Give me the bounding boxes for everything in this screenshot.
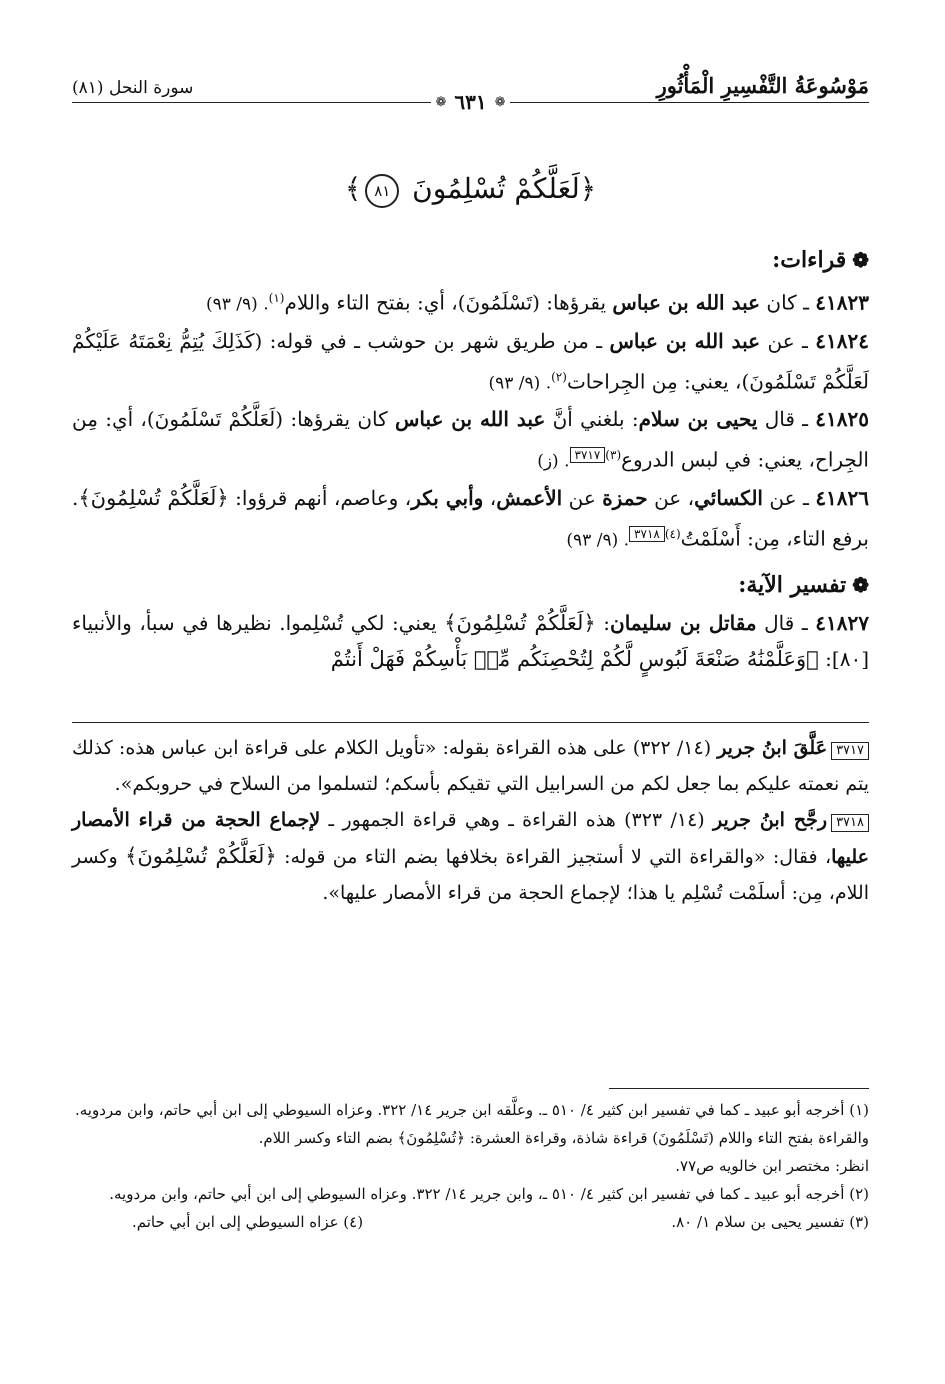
narration-text: عن xyxy=(562,485,603,510)
narration-text: ، عن xyxy=(647,485,695,510)
header-rule-right xyxy=(510,102,869,103)
volume-reference: . (ز) xyxy=(537,451,570,472)
commentary-emphasis: لإجماع الحجة من قراء الأمصار عليها xyxy=(72,809,870,868)
narrator-name: الأعمش xyxy=(496,485,563,510)
narration-41826 xyxy=(72,480,869,559)
verse-text: لَعَلَّكُمْ تُسْلِمُونَ xyxy=(412,172,580,205)
page-number: ٦٣١ xyxy=(454,90,487,114)
header-rule xyxy=(72,92,869,112)
section-heading-label: قراءات: xyxy=(772,247,847,273)
narrator-name: يحيى بن سلام xyxy=(638,407,758,432)
header-rule-left xyxy=(72,102,431,103)
narration-text: ـ كان xyxy=(760,290,816,315)
commentary-separator xyxy=(72,722,869,723)
footnote-marker[interactable]: (١) xyxy=(268,291,285,305)
ayah-number-badge: ٨١ xyxy=(365,174,399,208)
commentator-name: رجَّح ابنُ جرير xyxy=(713,809,828,831)
narrator-name: الكسائي xyxy=(694,485,763,510)
narration-text: كان يقرؤها: (لَعَلَّكُمْ تَسْلَمُونَ)، أي: مِن الجِراح، يعني: في لبس الدروع xyxy=(72,407,869,472)
commentary-box-number: ٣٧١٧ xyxy=(831,742,869,760)
narration-text: : بلغني أنَّ xyxy=(545,407,639,432)
quran-quote: ﴿لَعَلَّكُمْ تُسْلِمُونَ﴾ xyxy=(125,844,277,868)
footnotes xyxy=(72,1096,869,1236)
flower-icon: ❁ xyxy=(852,572,869,597)
narration-number: ٤١٨٢٦ xyxy=(815,485,870,510)
narration-text: . برفع التاء، مِن: أَسْلَمْتُ xyxy=(72,485,869,551)
commentary-block xyxy=(72,730,869,911)
narrator-name: مقاتل بن سليمان xyxy=(610,610,757,635)
section-heading-tafsir xyxy=(72,565,869,605)
narration-text: ، وعاصم، أنهم قرؤوا: xyxy=(228,485,412,510)
verse-heading xyxy=(72,172,869,208)
narrator-name: وأبي بكر xyxy=(411,485,484,510)
narration-41827 xyxy=(72,605,869,677)
narration-text: ـ عن xyxy=(763,485,816,510)
footnote-marker[interactable]: (٤) xyxy=(664,526,681,541)
narration-text: يقرؤها: (تَسْلَمُونَ)، أي: بفتح التاء واللام xyxy=(284,290,613,315)
narration-text: ـ عن xyxy=(760,328,816,353)
commentary-box-number: ٣٧١٨ xyxy=(831,814,869,832)
footnote-row xyxy=(72,1208,869,1236)
narration-number: ٤١٨٢٤ xyxy=(815,328,869,353)
footnote-1: (١) أخرجه أبو عبيد ـ كما في تفسير ابن كثير ٤/ ٥١٠ ـ. وعلَّقه ابن جرير ١٤/ ٣٢٢. وعزاه السيوطي إلى ابن أبي حاتم، وابن مردويه. xyxy=(75,1101,869,1119)
narration-41823 xyxy=(72,280,869,323)
verse-open-bracket: ﴿ xyxy=(579,172,597,205)
narrator-name: عبد الله بن عباس xyxy=(612,290,761,315)
volume-reference: . (٩/ ٩٣) xyxy=(566,530,630,551)
narrator-name: حمزة xyxy=(602,485,648,510)
footnote-marker[interactable]: (٣) xyxy=(605,448,622,463)
flower-icon: ❁ xyxy=(852,248,869,272)
narration-text: : xyxy=(595,610,611,635)
footnote-separator xyxy=(609,1088,869,1089)
commentator-name: عَلَّقَ ابنُ جرير xyxy=(717,737,828,759)
footnote-1-see: انظر: مختصر ابن خالويه ص٧٧. xyxy=(675,1157,869,1175)
footnote-2: (٢) أخرجه أبو عبيد ـ كما في تفسير ابن كثير ٤/ ٥١٠ ـ، وابن جرير ١٤/ ٣٢٢. وعزاه السيوطي إلى ابن أبي حاتم، وابن مردويه. xyxy=(109,1185,869,1203)
commentary-box-ref[interactable]: ٣٧١٨ xyxy=(629,526,665,542)
narration-text: يعني: لكي تُسْلِموا. نظيرها في سبأ، والأنبياء [٨٠]: xyxy=(72,610,869,671)
surah-reference: سورة النحل (٨١) xyxy=(72,78,194,98)
narration-text: ، xyxy=(483,485,497,510)
commentary-3717 xyxy=(72,730,869,802)
volume-reference: . (٩/ ٩٣) xyxy=(488,373,552,394)
commentary-box-ref[interactable]: ٣٧١٧ xyxy=(570,447,606,463)
volume-reference: . (٩/ ٩٣) xyxy=(205,294,269,315)
footnote-4: (٤) عزاه السيوطي إلى ابن أبي حاتم. xyxy=(132,1213,364,1231)
narration-text: ـ قال xyxy=(757,407,816,432)
ornament-icon: ❁ xyxy=(435,94,447,110)
narration-41824 xyxy=(72,323,869,402)
narration-41825 xyxy=(72,401,869,480)
commentary-3718 xyxy=(72,802,869,911)
narration-number: ٤١٨٢٣ xyxy=(815,290,869,315)
commentary-text: ، فقال: «والقراءة التي لا أستجيز القراءة بخلافها بضم التاء من قوله: xyxy=(276,846,832,868)
running-title: مَوْسُوعَةُ التَّفْسِيرِ الْمَأْثُورِ xyxy=(656,73,869,98)
narration-number: ٤١٨٢٧ xyxy=(815,610,869,635)
narrator-name: عبد الله بن عباس xyxy=(609,328,761,353)
commentary-text: وكسر اللام، مِن: أسلَمْت تُسْلِم يا هذا؛ لإجماع الحجة من قراء الأمصار عليها». xyxy=(72,846,869,904)
quran-quote: ﴿لَعَلَّكُمْ تُسْلِمُونَ﴾ xyxy=(444,610,596,635)
section-heading-qiraat xyxy=(72,240,869,280)
main-body xyxy=(72,240,869,677)
narrator-name: عبد الله بن عباس xyxy=(394,407,546,432)
ornament-icon: ❁ xyxy=(494,94,506,110)
narration-text: ـ من طريق شهر بن حوشب ـ في قوله: (كَذَلِكَ يُتِمُّ نِعْمَتَهُ عَلَيْكُمْ لَعَلَّكُمْ تَسْلَمُونَ)، يعني: مِن الجِراحات xyxy=(72,328,869,394)
narration-text: ـ قال xyxy=(756,610,816,635)
commentary-text: (١٤/ ٣٢٢) على هذه القراءة بقوله: «تأويل الكلام على قراءة ابن عباس هذه: كذلك يتم نعمته عليكم بما جعل لكم من السرابيل التي تقيكم بأسكم؛ لتسلموا من السلاح في حروبكم». xyxy=(72,737,869,795)
verse-close-bracket: ﴾ xyxy=(344,172,362,205)
footnote-marker[interactable]: (٢) xyxy=(551,369,567,384)
footnote-3: (٣) تفسير يحيى بن سلام ١/ ٨٠. xyxy=(671,1213,869,1231)
footnote-1-note: والقراءة بفتح التاء واللام (تَسْلَمُونَ) قراءة شاذة، وقراءة العشرة: ﴿تُسْلِمُونَ﴾ بضم التاء وكسر اللام. xyxy=(258,1129,869,1147)
quran-quote: ﴿لَعَلَّكُمْ تُسْلِمُونَ﴾ xyxy=(78,485,229,510)
commentary-text: (١٤/ ٣٢٣) هذه القراءة ـ وهي قراءة الجمهور ـ xyxy=(320,809,714,831)
narration-number: ٤١٨٢٥ xyxy=(815,407,869,432)
quran-quote: ﴿وَعَلَّمْنَٰهُ صَنْعَةَ لَبُوسٍ لَّكُمْ لِتُحْصِنَكُم مِّنۢ بَأْسِكُمْ فَهَلْ أَنتُمْ xyxy=(330,646,819,671)
section-heading-label: تفسير الآية: xyxy=(738,571,847,598)
